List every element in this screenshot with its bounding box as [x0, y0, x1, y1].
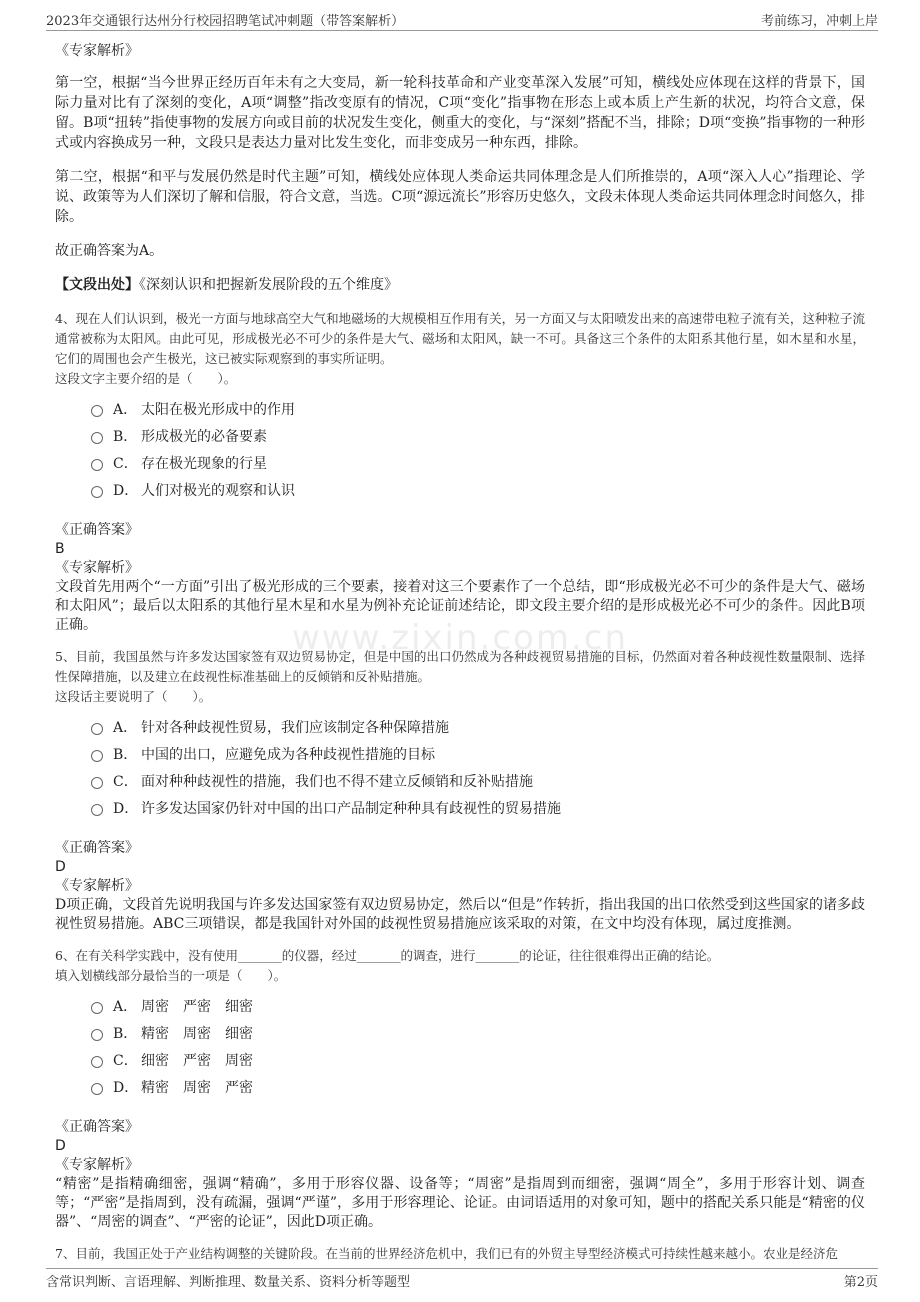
option-c[interactable] [91, 449, 865, 476]
option-letter: A． [113, 998, 138, 1015]
source-label: 【文段出处】 [55, 277, 139, 293]
option-text: 存在极光现象的行星 [141, 455, 267, 472]
option-letter: D． [113, 1079, 139, 1096]
source-text: 《深刻认识和把握新发展阶段的五个维度》 [139, 277, 398, 293]
option-c[interactable] [91, 1046, 865, 1073]
answer-value: D [55, 1138, 66, 1154]
option-text: 许多发达国家仍针对中国的出口产品制定种种具有歧视性的贸易措施 [141, 800, 561, 817]
question-4 [55, 309, 865, 635]
answer-value: B [55, 541, 65, 557]
option-text: 周密 严密 细密 [141, 998, 253, 1015]
radio-icon[interactable] [91, 486, 103, 498]
option-text: 人们对极光的观察和认识 [141, 482, 295, 499]
analysis-text: D项正确，文段首先说明我国与许多发达国家签有双边贸易协定，然后以“但是”作转折，指出我国的出口依然受到这些国家的诸多歧视性贸易措施。ABC三项错误，都是我国针对外国的歧视性贸易措施应该采取的对策，在文中均没有体现，属过度推测。 [55, 897, 865, 932]
footer-note: 含常识判断、言语理解、判断推理、数量关系、资料分析等题型 [46, 1274, 411, 1290]
radio-icon[interactable] [91, 804, 103, 816]
page-content [55, 42, 865, 1266]
watermark: www.zixin.com.cn [292, 618, 628, 658]
radio-icon[interactable] [91, 750, 103, 762]
option-a[interactable] [91, 992, 865, 1019]
option-letter: C． [113, 1052, 138, 1069]
option-a[interactable] [91, 713, 865, 740]
question-stem: 7、目前，我国正处于产业结构调整的关键阶段。在当前的世界经济危机中，我们已有的外贸主导型经济模式可持续性越来越小。农业是经济危 [55, 1246, 838, 1261]
option-text: 太阳在极光形成中的作用 [141, 401, 295, 418]
radio-icon[interactable] [91, 405, 103, 417]
answer-label: 《正确答案》 [55, 840, 139, 856]
answer-label: 《正确答案》 [55, 1119, 139, 1135]
header-title: 2023年交通银行达州分行校园招聘笔试冲刺题（带答案解析） [46, 13, 405, 29]
answer-section [55, 839, 865, 934]
option-list [91, 713, 865, 821]
page-number: 第2页 [843, 1274, 878, 1290]
question-5 [55, 647, 865, 934]
answer-section [55, 521, 865, 635]
question-6 [55, 946, 865, 1232]
option-a[interactable] [91, 395, 865, 422]
option-text: 中国的出口，应避免成为各种歧视性措施的目标 [141, 746, 435, 763]
radio-icon[interactable] [91, 1056, 103, 1068]
analysis-label: 《专家解析》 [55, 43, 139, 59]
page-header [46, 8, 878, 31]
radio-icon[interactable] [91, 459, 103, 471]
option-letter: B． [113, 746, 138, 763]
analysis-label: 《专家解析》 [55, 560, 139, 576]
option-text: 形成极光的必备要素 [141, 428, 267, 445]
option-d[interactable] [91, 794, 865, 821]
analysis-paragraph: 第一空，根据“当今世界正经历百年未有之大变局，新一轮科技革命和产业变革深入发展”可知，横线处应体现在这样的背景下，国际力量对比有了深刻的变化，A项“调整”指改变原有的情况，C项“变化”指事物在形态上或本质上产生新的状况，均符合文意，保留。B项“扭转”指使事物的发展方向或目前的状况发生变化，侧重大的变化，与“深刻”搭配不当，排除；D项“变换”指事物的一种形式或内容换成另一种，文段只是表达力量对比发生变化，而非变成另一种东西，排除。 [55, 75, 865, 151]
analysis-label: 《专家解析》 [55, 878, 139, 894]
option-b[interactable] [91, 740, 865, 767]
option-list [91, 992, 865, 1100]
option-text: 面对种种歧视性的措施，我们也不得不建立反倾销和反补贴措施 [141, 773, 533, 790]
radio-icon[interactable] [91, 777, 103, 789]
analysis-paragraph: 第二空，根据“和平与发展仍然是时代主题”可知，横线处应体现人类命运共同体理念是人们所推崇的，A项“深入人心”指理论、学说、政策等为人们深切了解和信服，符合文意，当选。C项“源远流长”形容历史悠久，文段未体现人类命运共同体理念时间悠久，排除。 [55, 169, 865, 225]
radio-icon[interactable] [91, 1083, 103, 1095]
option-b[interactable] [91, 422, 865, 449]
question-prompt: 这段话主要说明了（ ）。 [55, 689, 212, 704]
option-d[interactable] [91, 476, 865, 503]
radio-icon[interactable] [91, 1002, 103, 1014]
analysis-label: 《专家解析》 [55, 1157, 139, 1173]
option-text: 细密 严密 周密 [141, 1052, 253, 1069]
question-stem: 4、现在人们认识到，极光一方面与地球高空大气和地磁场的大规模相互作用有关，另一方面又与太阳喷发出来的高速带电粒子流有关，这种粒子流通常被称为太阳风。由此可见，形成极光必不可少的条件是大气、磁场和太阳风，缺一不可。具备这三个条件的太阳系其他行星，如木星和水星，它们的周围也会产生极光，这已被实际观察到的事实所证明。 [55, 311, 865, 366]
option-letter: B． [113, 1025, 138, 1042]
option-c[interactable] [91, 767, 865, 794]
option-letter: C． [113, 773, 138, 790]
option-letter: B． [113, 428, 138, 445]
option-letter: C． [113, 455, 138, 472]
option-text: 精密 周密 严密 [141, 1079, 253, 1096]
option-text: 精密 周密 细密 [141, 1025, 253, 1042]
option-d[interactable] [91, 1073, 865, 1100]
option-list [91, 395, 865, 503]
question-7 [55, 1244, 865, 1266]
q3-analysis [55, 42, 865, 295]
page-footer [46, 1268, 878, 1291]
option-text: 针对各种歧视性贸易，我们应该制定各种保障措施 [141, 719, 449, 736]
option-b[interactable] [91, 1019, 865, 1046]
analysis-text: “精密”是指精确细密，强调“精确”，多用于形容仪器、设备等；“周密”是指周到而细密，强调“周全”，多用于形容计划、调查等；“严密”是指周到，没有疏漏，强调“严谨”，多用于形容理论、论证。由词语适用的对象可知，题中的搭配关系只能是“精密的仪器”、“周密的调查”、“严密的论证”，因此D项正确。 [55, 1176, 865, 1230]
option-letter: D． [113, 482, 139, 499]
question-stem: 6、在有关科学实践中，没有使用_______的仪器，经过_______的调查，进行_______的论证，往往很难得出正确的结论。 [55, 948, 720, 963]
radio-icon[interactable] [91, 432, 103, 444]
option-letter: A． [113, 719, 138, 736]
radio-icon[interactable] [91, 1029, 103, 1041]
analysis-paragraph: 故正确答案为A。 [55, 243, 164, 259]
radio-icon[interactable] [91, 723, 103, 735]
option-letter: A． [113, 401, 138, 418]
answer-value: D [55, 859, 66, 875]
answer-label: 《正确答案》 [55, 522, 139, 538]
question-stem: 5、目前，我国虽然与许多发达国家签有双边贸易协定，但是中国的出口仍然成为各种歧视贸易措施的目标，仍然面对着各种歧视性数量限制、选择性保障措施，以及建立在歧视性标准基础上的反倾销和反补贴措施。 [55, 649, 865, 684]
question-prompt: 填入划横线部分最恰当的一项是（ ）。 [55, 968, 287, 983]
source-citation [55, 275, 865, 295]
header-slogan: 考前练习，冲刺上岸 [760, 13, 878, 29]
option-letter: D． [113, 800, 139, 817]
analysis-text: 文段首先用两个“一方面”引出了极光形成的三个要素，接着对这三个要素作了一个总结，即“形成极光必不可少的条件是大气、磁场和太阳风”；最后以太阳系的其他行星木星和水星为例补充论证前述结论，即文段主要介绍的是形成极光必不可少的条件。因此B项正确。 [55, 579, 865, 633]
answer-section [55, 1118, 865, 1232]
question-prompt: 这段文字主要介绍的是（ ）。 [55, 371, 237, 386]
